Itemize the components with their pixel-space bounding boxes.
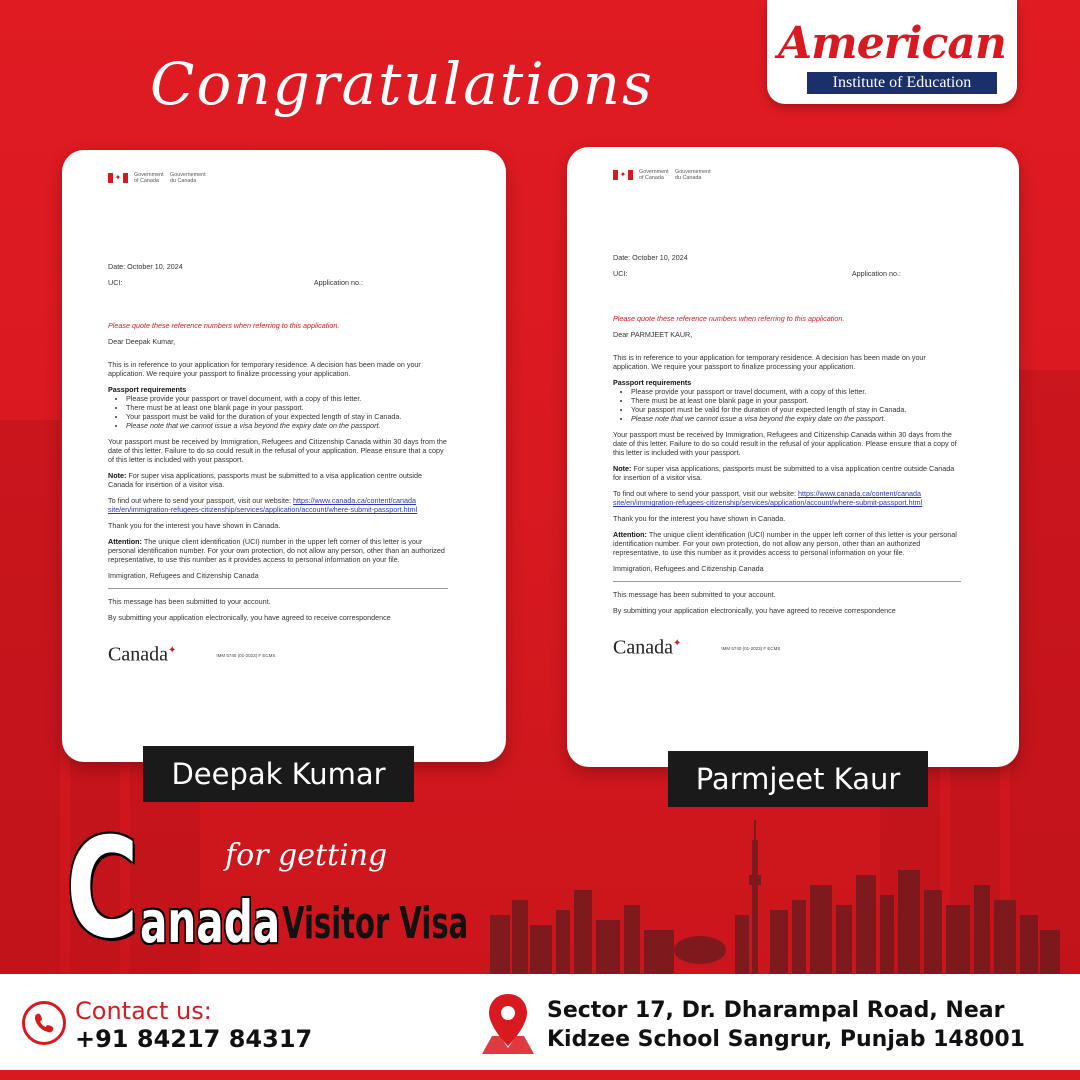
gov-fr: Gouvernement du Canada [675,169,711,181]
list-item: • Please note that we cannot issue a visa beyond the expiry date on the passport. [631,414,961,423]
letter-footer [613,636,961,659]
gov-en: Government of Canada [134,172,164,184]
contact-label: Contact us: [75,997,212,1025]
footer-stripe [0,1070,1080,1080]
greeting: Dear Deepak Kumar, [108,337,176,346]
reference-note: Please quote these reference numbers when referring to this application. [613,314,845,323]
greeting: Dear PARMJEET KAUR, [613,330,693,339]
list-item: • Your passport must be valid for the duration of your expected length of stay in Canada. [126,412,448,421]
divider [108,588,448,589]
letter-date: Date: October 10, 2024 [108,262,183,271]
list-item: • Please provide your passport or travel document, with a copy of this letter. [126,394,448,403]
brand-logo [767,0,1017,104]
note-paragraph [613,464,961,482]
find-paragraph [613,489,961,507]
address: Sector 17, Dr. Dharampal Road, Near Kidzee School Sangrur, Punjab 148001 [547,998,1025,1052]
gov-en: Government of Canada [639,169,669,181]
attention-label: Attention: [108,537,142,546]
submitted-note: This message has been submitted to your account. [613,590,776,599]
title-visitor-visa: Visitor Visa [282,898,469,949]
requirements-heading: Passport requirements [108,385,187,394]
divider [613,581,961,582]
list-item: • Please provide your passport or travel document, with a copy of this letter. [631,387,961,396]
logo-tagline: Institute of Education [807,72,997,94]
list-item: • There must be at least one blank page in your passport. [126,403,448,412]
student-name-label-2: Parmjeet Kaur [668,751,928,807]
canada-wordmark: Canada✦ [108,643,177,666]
attention-label: Attention: [613,530,647,539]
logo-brand-name: American [778,18,1006,69]
requirements-heading: Passport requirements [613,378,692,387]
signoff: Immigration, Refugees and Citizenship Canada [108,571,259,580]
submitted-note: This message has been submitted to your account. [108,597,271,606]
note-text: For super visa applications, passports must be submitted to a visa application centre outside Canada for insertion of a visitor visa. [613,464,955,482]
phone-icon [22,1001,66,1045]
thanks: Thank you for the interest you have shown in Canada. [108,521,281,530]
gov-header [613,169,961,181]
visa-letter-1 [62,150,506,762]
agreed-note: By submitting your application electronically, you have agreed to receive correspondence [108,613,391,622]
note-paragraph [108,471,448,489]
requirements-list [108,394,448,430]
received-paragraph: Your passport must be received by Immigration, Refugees and Citizenship Canada within 30 days from the date of this letter. Failure to do so could result in the refusal of your application. Please ensure that a copy of this letter is included with your passport. [613,430,957,457]
headline: Congratulations [150,50,654,118]
list-item: • There must be at least one blank page in your passport. [631,396,961,405]
application-no-label: Application no.: [313,278,363,287]
received-paragraph: Your passport must be received by Immigration, Refugees and Citizenship Canada within 30 days from the date of this letter. Failure to do so could result in the refusal of your application. Please ensure that a copy of this letter is included with your passport. [108,437,447,464]
reference-note: Please quote these reference numbers when referring to this application. [108,321,340,330]
visa-letter-2 [567,147,1019,767]
canada-flag-icon: ✦ [613,170,633,180]
note-text: For super visa applications, passports must be submitted to a visa application centre outside Canada for insertion of a visitor visa. [108,471,423,489]
requirements-list [613,387,961,423]
intro-paragraph: This is in reference to your application for temporary residence. A decision has been made on your application. We require your passport to finalize processing your application. [613,353,926,371]
title-for-getting: for getting [225,838,388,873]
contact-phone[interactable]: +91 84217 84317 [75,1025,313,1053]
find-text: To find out where to send your passport, visit our website: [613,489,796,498]
letter-footer [108,643,448,666]
website-link[interactable]: https://www.canada.ca/content/canada site/en/immigration-refugees-citizenship/services/application/account/where-submit-passport.html [613,489,923,507]
thanks: Thank you for the interest you have shown in Canada. [613,514,786,523]
note-label: Note: [613,464,632,473]
attention-paragraph [613,530,961,557]
student-name-label-1: Deepak Kumar [143,746,414,802]
canada-wordmark: Canada✦ [613,636,682,659]
application-no-label: Application no.: [851,269,901,278]
letter-body [613,169,961,659]
canada-flag-icon: ✦ [108,173,128,183]
uci-label: UCI: [613,269,628,278]
letter-body [108,172,448,666]
attention-text: The unique client identification (UCI) number in the upper left corner of this letter is your personal identification number. For your own protection, do not allow any person, other than an authorized representative, to use this number as it provides access to personal information on your file. [613,530,957,557]
find-paragraph [108,496,448,514]
attention-text: The unique client identification (UCI) number in the upper left corner of this letter is your personal identification number. For your own protection, do not allow any person, other than an authorized representative, to use this number as it provides access to personal information on your file. [108,537,445,564]
gov-fr: Gouvernement du Canada [170,172,206,184]
gov-header [108,172,448,184]
form-code: IMM 5740 (01-2023) F ECMS [216,652,276,658]
title-anada: anada [140,888,281,956]
intro-paragraph: This is in reference to your application for temporary residence. A decision has been made on your application. We require your passport to finalize processing your application. [108,360,421,378]
location-pin-icon [478,990,538,1056]
note-label: Note: [108,471,127,480]
form-code: IMM 5740 (01-2023) F ECMS [721,645,781,651]
signoff: Immigration, Refugees and Citizenship Canada [613,564,764,573]
agreed-note: By submitting your application electronically, you have agreed to receive correspondence [613,606,896,615]
list-item: • Your passport must be valid for the duration of your expected length of stay in Canada. [631,405,961,414]
letter-date: Date: October 10, 2024 [613,253,688,262]
uci-label: UCI: [108,278,123,287]
title-big-c: C [66,808,139,969]
website-link[interactable]: https://www.canada.ca/content/canada site/en/immigration-refugees-citizenship/services/application/account/where-submit-passport.html [108,496,418,514]
attention-paragraph [108,537,448,564]
list-item: • Please note that we cannot issue a visa beyond the expiry date on the passport. [126,421,448,430]
find-text: To find out where to send your passport, visit our website: [108,496,291,505]
